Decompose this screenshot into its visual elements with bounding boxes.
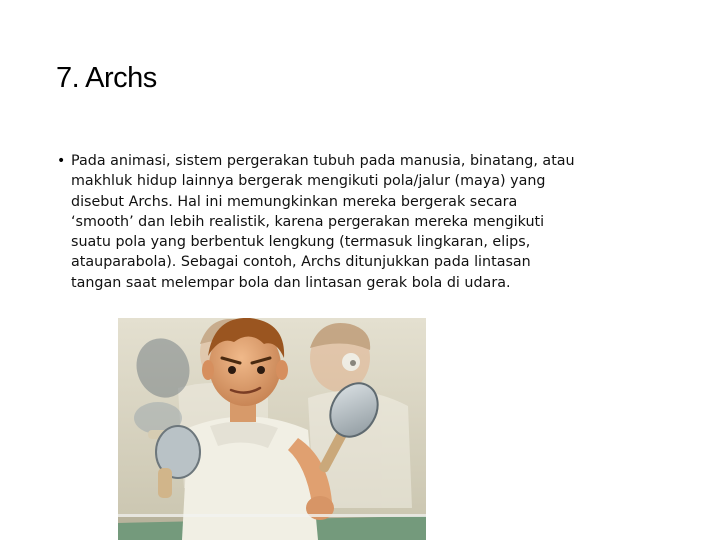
bullet-line: disebut Archs. Hal ini memungkinkan mereka bergerak secara xyxy=(71,193,518,210)
bullet-line: Pada animasi, sistem pergerakan tubuh pada manusia, binatang, atau xyxy=(71,153,575,169)
bullet-line: ‘smooth’ dan lebih realistik, karena pergerakan mereka mengikuti xyxy=(71,213,545,230)
bullet-paragraph xyxy=(71,151,697,293)
table-net xyxy=(118,514,426,517)
bullet-list xyxy=(57,151,697,293)
bullet-line: atauparabola). Sebagai contoh, Archs ditunjukkan pada lintasan xyxy=(71,254,531,271)
arcs-illustration xyxy=(118,318,426,540)
bullet-line: makhluk hidup lainnya bergerak mengikuti pola/jalur (maya) yang xyxy=(71,173,546,190)
bullet-line: suatu pola yang berbentuk lengkung (termasuk lingkaran, elips, xyxy=(71,234,531,251)
bullet-line: tangan saat melempar bola dan lintasan gerak bola di udara. xyxy=(71,274,511,291)
bullet-item xyxy=(57,151,697,293)
slide-title: 7. Archs xyxy=(56,62,157,94)
bullet-marker: • xyxy=(57,153,66,169)
